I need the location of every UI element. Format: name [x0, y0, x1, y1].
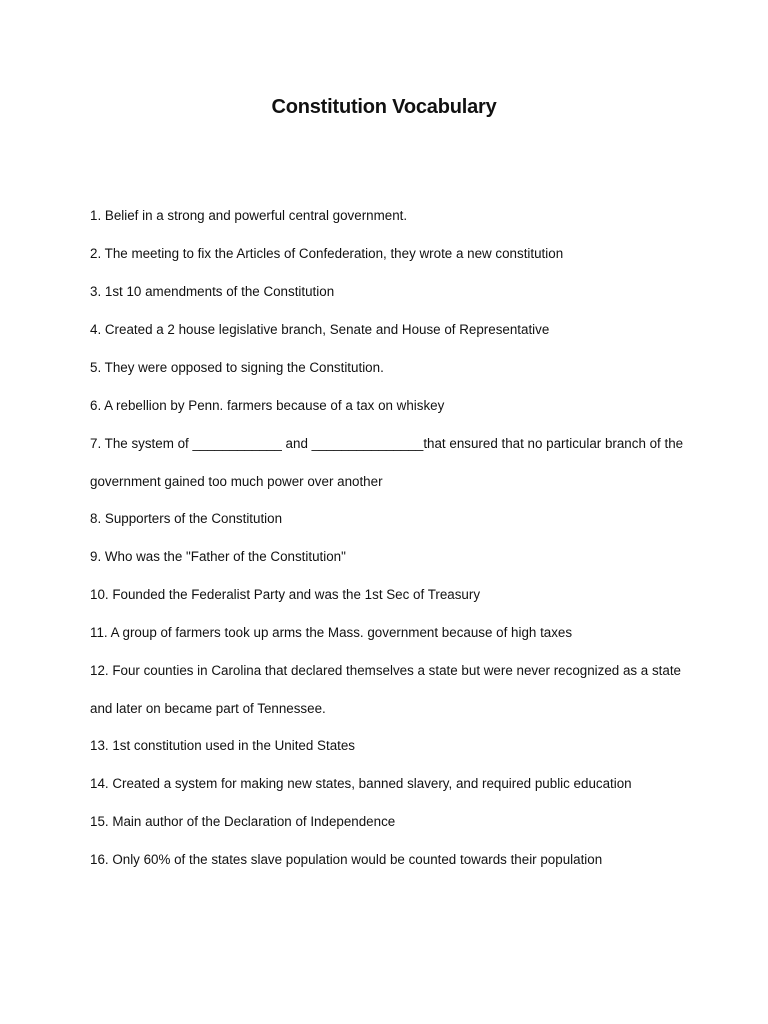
list-item: 13. 1st constitution used in the United States — [90, 738, 356, 753]
list-item: 12. Four counties in Carolina that declared themselves a state but were never recognized as a state and later on became part of Tennessee. — [90, 663, 682, 716]
list-item: 15. Main author of the Declaration of Independence — [90, 814, 396, 829]
list-item: 16. Only 60% of the states slave population would be counted towards their population — [90, 852, 603, 867]
list-item: 9. Who was the "Father of the Constitution" — [90, 549, 346, 564]
list-item: 1. Belief in a strong and powerful central government. — [90, 208, 408, 223]
list-item: 14. Created a system for making new states, banned slavery, and required public education — [90, 776, 632, 791]
list-item: 7. The system of ____________ and _______________that ensured that no particular branch of the government gained too much power over another — [90, 436, 684, 489]
list-item: 6. A rebellion by Penn. farmers because of a tax on whiskey — [90, 398, 445, 413]
list-item: 11. A group of farmers took up arms the Mass. government because of high taxes — [90, 625, 573, 640]
page-title: Constitution Vocabulary — [271, 96, 497, 118]
list-item: 2. The meeting to fix the Articles of Confederation, they wrote a new constitution — [90, 246, 564, 261]
list-item: 5. They were opposed to signing the Constitution. — [90, 360, 384, 375]
list-item: 8. Supporters of the Constitution — [90, 511, 283, 526]
list-item: 4. Created a 2 house legislative branch, Senate and House of Representative — [90, 322, 550, 337]
list-item: 3. 1st 10 amendments of the Constitution — [90, 284, 335, 299]
list-item: 10. Founded the Federalist Party and was the 1st Sec of Treasury — [90, 587, 481, 602]
vocabulary-list — [90, 205, 690, 887]
